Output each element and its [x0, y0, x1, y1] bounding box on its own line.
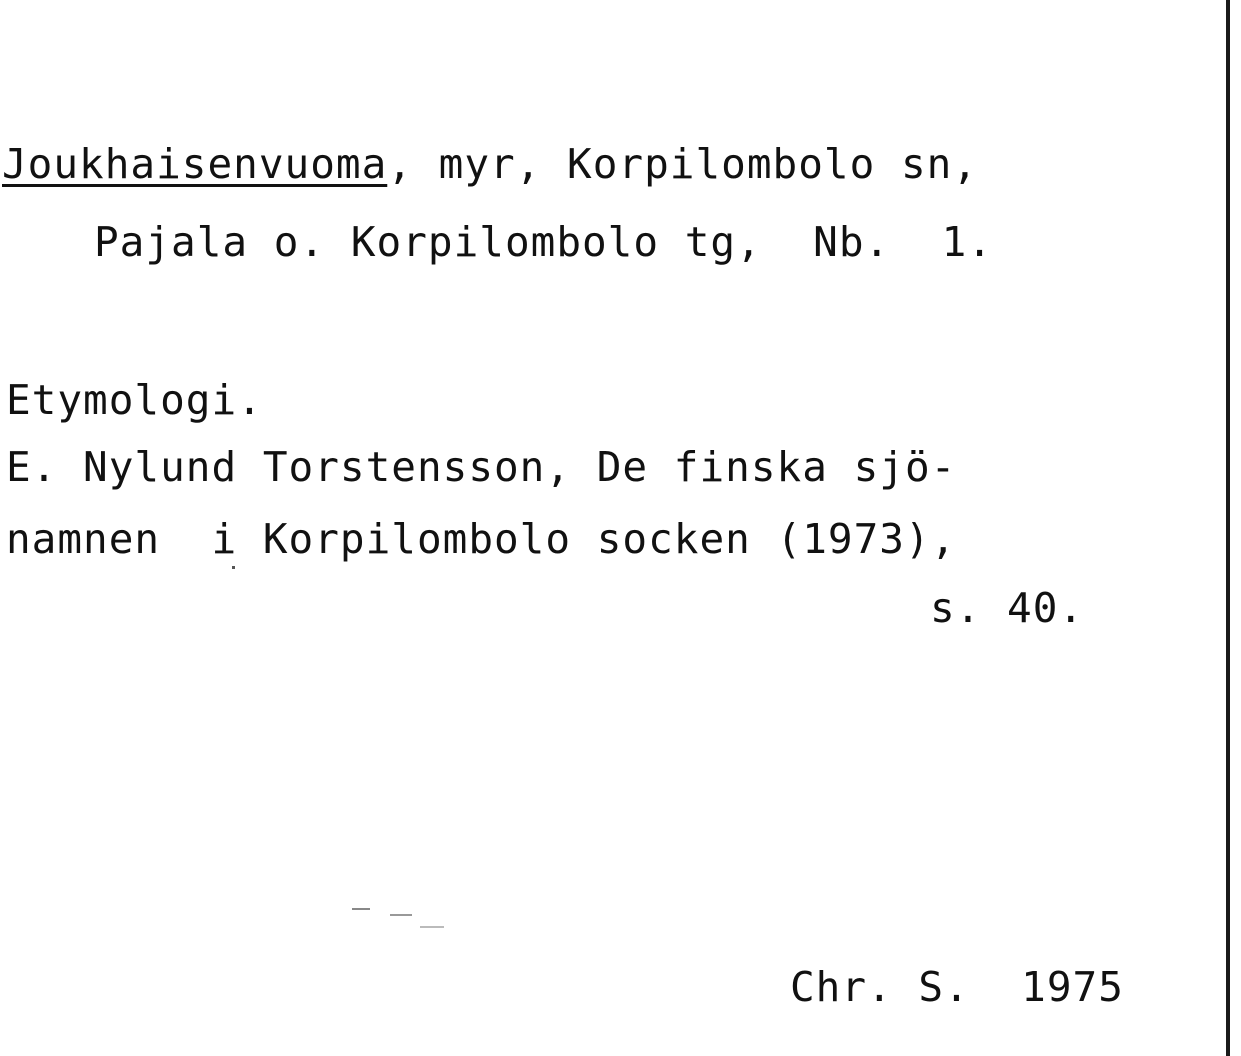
signature: Chr. S. 1975 [790, 963, 1124, 1011]
ink-smudge [390, 914, 412, 916]
reference-page: s. 40. [930, 584, 1085, 632]
headword: Joukhaisenvuoma [2, 140, 388, 188]
ink-smudge [352, 908, 370, 910]
ink-speck [232, 566, 235, 569]
entry-line-1 [2, 140, 978, 188]
card-edge [1226, 0, 1230, 1056]
ink-smudge [420, 926, 444, 928]
entry-description: , myr, Korpilombolo sn, [387, 140, 978, 188]
entry-line-2: Pajala o. Korpilombolo tg, Nb. 1. [94, 218, 993, 266]
reference-line-2: namnen i Korpilombolo socken (1973), [6, 515, 957, 563]
reference-line-1: E. Nylund Torstensson, De finska sjö- [6, 443, 957, 491]
section-label: Etymologi. [6, 376, 263, 424]
